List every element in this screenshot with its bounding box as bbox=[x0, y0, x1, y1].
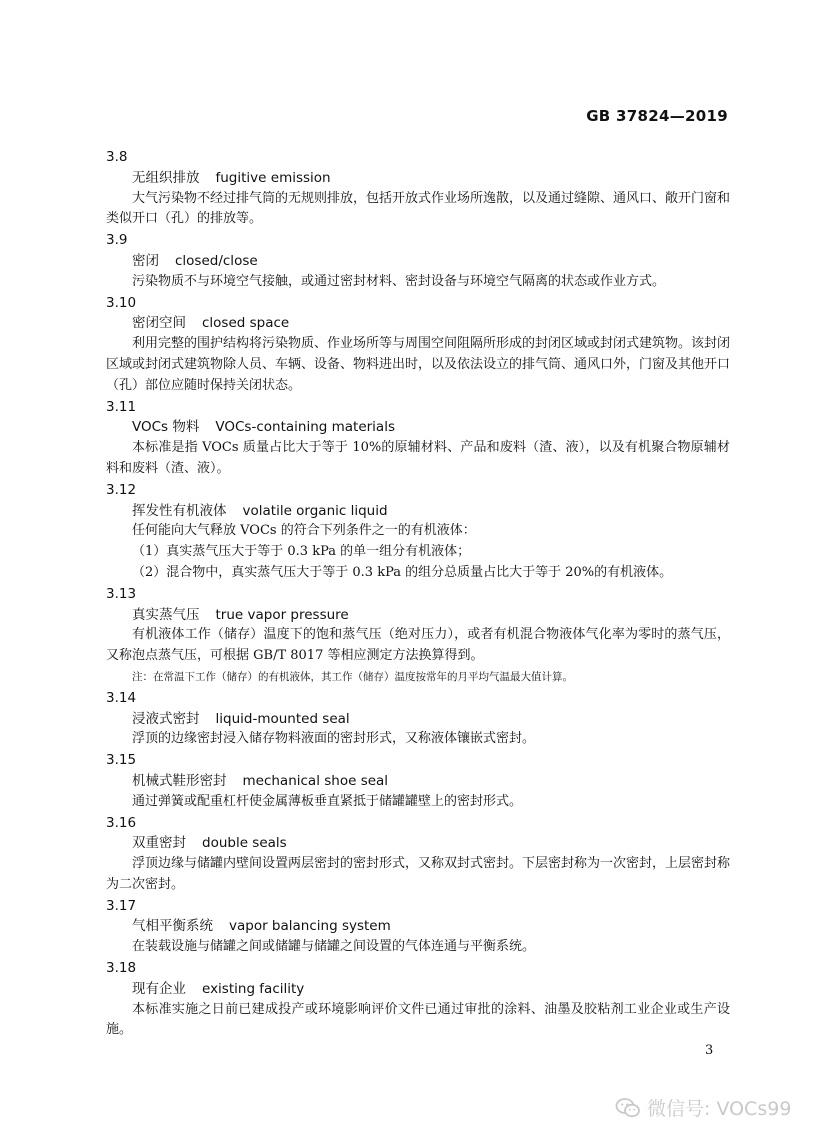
term-heading bbox=[106, 979, 730, 1000]
term-chinese: 现有企业 bbox=[132, 980, 186, 997]
definition-section bbox=[106, 688, 730, 750]
term-chinese: 机械式鞋形密封 bbox=[132, 772, 227, 789]
term-heading bbox=[106, 605, 730, 626]
definition-text: 利用完整的围护结构将污染物质、作业场所等与周围空间阻隔所形成的封闭区域或封闭式建筑物。该封闭区域或封闭式建筑物除人员、车辆、设备、物料进出时，以及依法设立的排气筒、通风口外，门窗及其他开口（孔）部位应随时保持关闭状态。 bbox=[106, 336, 731, 393]
term-heading bbox=[106, 313, 730, 334]
definition-section bbox=[106, 397, 730, 480]
term-english: fugitive emission bbox=[215, 169, 331, 186]
term-chinese: VOCs 物料 bbox=[132, 419, 200, 436]
definition-text: 本标准实施之日前已建成投产或环境影响评价文件已通过审批的涂料、油墨及胶粘剂工业企业或生产设施。 bbox=[106, 1001, 730, 1038]
term-chinese: 密闭空间 bbox=[132, 315, 186, 332]
definition-text: 浮顶的边缘密封浸入储存物料液面的密封形式，又称液体镶嵌式密封。 bbox=[132, 731, 536, 747]
term-english: double seals bbox=[202, 835, 287, 852]
definition-section bbox=[106, 147, 730, 230]
definition-section bbox=[106, 230, 730, 292]
definition-section bbox=[106, 813, 730, 896]
definition-list-item: （2）混合物中，真实蒸气压大于等于 0.3 kPa 的组分总质量占比大于等于 20%的有机液体。 bbox=[132, 564, 673, 580]
section-number: 3.14 bbox=[106, 689, 137, 706]
definition-text: 本标准是指 VOCs 质量占比大于等于 10%的原辅材料、产品和废料（渣、液），以及有机聚合物原辅材料和废料（渣、液）。 bbox=[106, 440, 730, 476]
section-number: 3.13 bbox=[106, 585, 137, 602]
term-english: closed space bbox=[202, 315, 290, 332]
term-chinese: 无组织排放 bbox=[132, 169, 200, 186]
section-number: 3.11 bbox=[106, 398, 137, 415]
standard-code: GB 37824—2019 bbox=[586, 107, 728, 125]
term-english: closed/close bbox=[175, 252, 258, 269]
term-heading bbox=[106, 501, 730, 522]
definition-text: 在装载设施与储罐之间或储罐与储罐之间设置的气体连通与平衡系统。 bbox=[132, 939, 536, 955]
term-heading bbox=[106, 417, 730, 438]
term-chinese: 挥发性有机液体 bbox=[132, 502, 227, 519]
section-number: 3.9 bbox=[106, 232, 128, 249]
definition-text: 浮顶边缘与储罐内壁间设置两层密封的密封形式，又称双封式密封。下层密封称为一次密封，上层密封称为二次密封。 bbox=[106, 856, 731, 892]
wechat-watermark bbox=[615, 1094, 791, 1121]
term-english: volatile organic liquid bbox=[242, 502, 388, 519]
term-english: true vapor pressure bbox=[215, 606, 349, 623]
term-chinese: 真实蒸气压 bbox=[132, 606, 200, 623]
term-heading bbox=[106, 916, 730, 937]
term-chinese: 气相平衡系统 bbox=[132, 918, 213, 935]
section-number: 3.12 bbox=[106, 481, 137, 498]
term-chinese: 浸液式密封 bbox=[132, 710, 200, 727]
term-heading bbox=[106, 709, 730, 730]
definition-section bbox=[106, 584, 730, 688]
definition-text: 任何能向大气释放 VOCs 的符合下列条件之一的有机液体： bbox=[132, 523, 476, 539]
definition-section bbox=[106, 293, 730, 397]
term-heading bbox=[106, 168, 730, 189]
definition-text: 污染物质不与环境空气接触，或通过密封材料、密封设备与环境空气隔离的状态或作业方式。 bbox=[132, 273, 666, 289]
definition-section bbox=[106, 896, 730, 958]
definition-text: 大气污染物不经过排气筒的无规则排放，包括开放式作业场所逸散，以及通过缝隙、通风口、敞开门窗和类似开口（孔）的排放等。 bbox=[106, 190, 731, 227]
term-heading bbox=[106, 771, 730, 792]
definition-text: 通过弹簧或配重杠杆使金属薄板垂直紧抵于储罐罐壁上的密封形式。 bbox=[132, 793, 523, 809]
page-number: 3 bbox=[705, 1043, 714, 1058]
section-number: 3.18 bbox=[106, 960, 137, 977]
definition-list-item: （1）真实蒸气压大于等于 0.3 kPa 的单一组分有机液体； bbox=[132, 544, 471, 560]
term-english: existing facility bbox=[202, 980, 305, 997]
term-english: vapor balancing system bbox=[229, 918, 391, 935]
term-heading bbox=[106, 251, 730, 272]
definition-text: 有机液体工作（储存）温度下的饱和蒸气压（绝对压力），或者有机混合物液体气化率为零时的蒸气压，又称泡点蒸气压，可根据 GB/T 8017 等相应测定方法换算得到。 bbox=[106, 627, 730, 664]
section-number: 3.8 bbox=[106, 149, 128, 165]
section-number: 3.10 bbox=[106, 294, 137, 311]
term-heading bbox=[106, 833, 730, 854]
definition-section bbox=[106, 480, 730, 584]
section-number: 3.16 bbox=[106, 814, 137, 831]
term-english: VOCs-containing materials bbox=[215, 419, 395, 436]
watermark-text: 微信号: VOCs99 bbox=[647, 1098, 792, 1120]
term-chinese: 双重密封 bbox=[132, 835, 186, 852]
section-number: 3.17 bbox=[106, 897, 137, 914]
definition-section bbox=[106, 958, 730, 1041]
wechat-icon bbox=[615, 1096, 641, 1120]
term-english: mechanical shoe seal bbox=[242, 772, 389, 789]
definition-note: 注：在常温下工作（储存）的有机液体，其工作（储存）温度按常年的月平均气温最大值计算。 bbox=[132, 670, 573, 683]
definitions-list bbox=[106, 147, 730, 1041]
section-number: 3.15 bbox=[106, 752, 137, 769]
term-english: liquid-mounted seal bbox=[215, 710, 350, 727]
term-chinese: 密闭 bbox=[132, 252, 159, 269]
definition-section bbox=[106, 750, 730, 812]
